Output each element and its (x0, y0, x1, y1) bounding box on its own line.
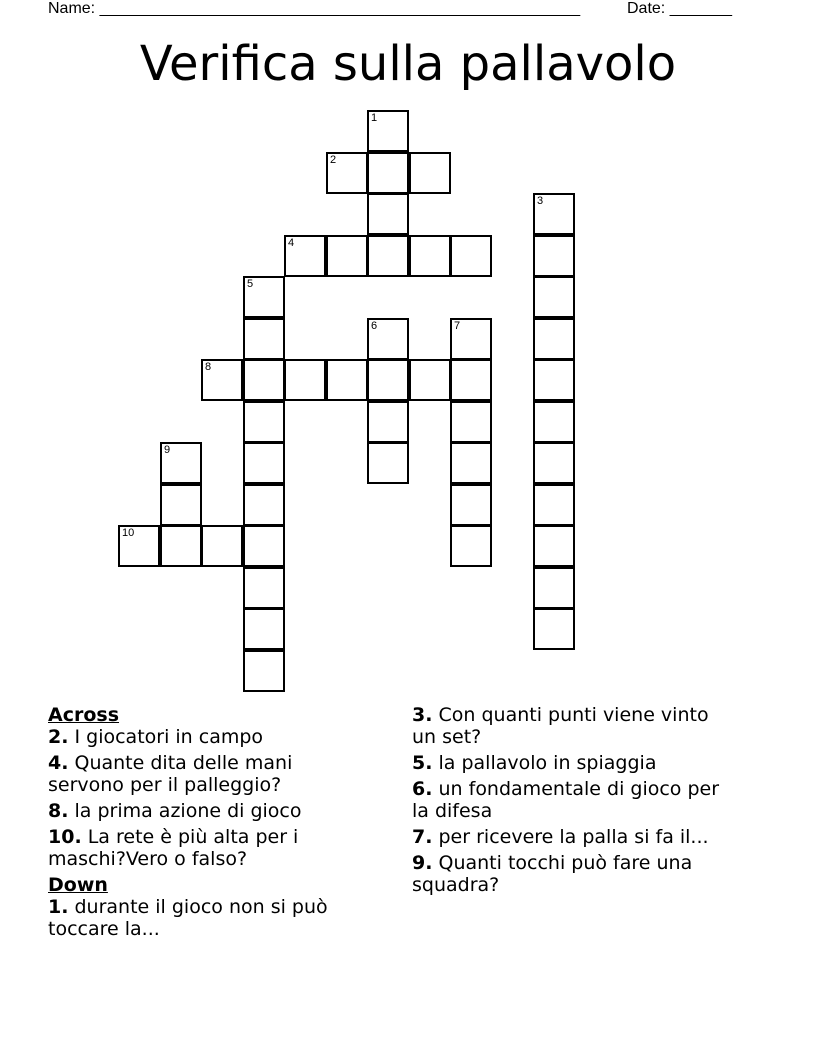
cell-number: 1 (371, 112, 378, 124)
crossword-cell[interactable] (243, 608, 285, 650)
crossword-cell[interactable] (243, 401, 285, 443)
crossword-cell[interactable] (450, 525, 492, 567)
clue-number: 4. (48, 752, 69, 774)
crossword-cell[interactable] (367, 318, 409, 360)
clue-text: per ricevere la palla si fa il... (438, 826, 709, 848)
clues-left-column (48, 704, 368, 944)
cell-number: 6 (371, 320, 378, 332)
crossword-cell[interactable] (367, 401, 409, 443)
cell-number: 10 (122, 527, 135, 539)
crossword-cell[interactable] (326, 235, 368, 277)
crossword-cell[interactable] (243, 359, 285, 401)
clue-number: 2. (48, 726, 69, 748)
across-heading: Across (48, 704, 120, 726)
crossword-cell[interactable] (533, 359, 575, 401)
crossword-cell[interactable] (533, 442, 575, 484)
crossword-cell[interactable] (450, 401, 492, 443)
crossword-cell[interactable] (243, 442, 285, 484)
crossword-cell[interactable] (201, 359, 243, 401)
crossword-cell[interactable] (243, 567, 285, 609)
cell-number: 7 (454, 320, 461, 332)
cell-number: 5 (247, 278, 254, 290)
page-title: Verifica sulla pallavolo (139, 36, 677, 92)
crossword-cell[interactable] (533, 276, 575, 318)
crossword-cell[interactable] (450, 235, 492, 277)
clue-text: I giocatori in campo (74, 726, 264, 748)
crossword-cell[interactable] (243, 276, 285, 318)
clue-across (48, 826, 368, 870)
crossword-cell[interactable] (450, 442, 492, 484)
clue-text: durante il gioco non si può toccare la... (48, 896, 328, 940)
cell-number: 8 (205, 361, 212, 373)
clue-down (412, 752, 732, 774)
crossword-cell[interactable] (533, 193, 575, 235)
clue-text: La rete è più alta per i maschi?Vero o falso? (48, 826, 299, 870)
clue-number: 3. (412, 704, 433, 726)
clue-down (412, 704, 732, 748)
clue-number: 1. (48, 896, 69, 918)
crossword-cell[interactable] (533, 318, 575, 360)
crossword-cell[interactable] (201, 525, 243, 567)
clue-across (48, 726, 368, 748)
crossword-cell[interactable] (533, 401, 575, 443)
clue-text: Quanti tocchi può fare una squadra? (412, 852, 693, 896)
crossword-cell[interactable] (450, 318, 492, 360)
crossword-cell[interactable] (367, 110, 409, 152)
date-field-label: Date: _______ (627, 0, 732, 17)
clue-down (412, 826, 732, 848)
clue-text: Quante dita delle mani servono per il palleggio? (48, 752, 293, 796)
crossword-cell[interactable] (533, 235, 575, 277)
clue-across (48, 752, 368, 796)
clues-right-column (412, 704, 732, 900)
clue-number: 9. (412, 852, 433, 874)
clue-number: 7. (412, 826, 433, 848)
name-field-label: Name: ______________________________________________________ (48, 0, 581, 17)
crossword-cell[interactable] (409, 359, 451, 401)
crossword-cell[interactable] (367, 442, 409, 484)
crossword-cell[interactable] (450, 359, 492, 401)
cell-number: 3 (537, 195, 544, 207)
clue-number: 8. (48, 800, 69, 822)
crossword-cell[interactable] (409, 235, 451, 277)
crossword-cell[interactable] (326, 152, 368, 194)
crossword-cell[interactable] (450, 484, 492, 526)
crossword-cell[interactable] (243, 650, 285, 692)
cell-number: 4 (288, 237, 295, 249)
crossword-cell[interactable] (243, 525, 285, 567)
crossword-cell[interactable] (284, 235, 326, 277)
clue-text: un fondamentale di gioco per la difesa (412, 778, 720, 822)
clue-number: 10. (48, 826, 82, 848)
down-heading: Down (48, 874, 108, 896)
crossword-cell[interactable] (243, 484, 285, 526)
clue-number: 5. (412, 752, 433, 774)
crossword-cell[interactable] (533, 484, 575, 526)
clue-text: la pallavolo in spiaggia (438, 752, 657, 774)
crossword-cell[interactable] (326, 359, 368, 401)
clue-number: 6. (412, 778, 433, 800)
crossword-cell[interactable] (533, 608, 575, 650)
crossword-cell[interactable] (243, 318, 285, 360)
clue-down (412, 852, 732, 896)
crossword-cell[interactable] (409, 152, 451, 194)
crossword-cell[interactable] (367, 193, 409, 235)
crossword-cell[interactable] (160, 525, 202, 567)
crossword-cell[interactable] (367, 235, 409, 277)
crossword-cell[interactable] (533, 525, 575, 567)
clue-down (412, 778, 732, 822)
clue-text: Con quanti punti viene vinto un set? (412, 704, 709, 748)
clue-down (48, 896, 368, 940)
crossword-cell[interactable] (284, 359, 326, 401)
clue-text: la prima azione di gioco (74, 800, 302, 822)
crossword-cell[interactable] (160, 442, 202, 484)
crossword-cell[interactable] (367, 152, 409, 194)
crossword-cell[interactable] (160, 484, 202, 526)
crossword-cell[interactable] (118, 525, 160, 567)
crossword-cell[interactable] (533, 567, 575, 609)
crossword-cell[interactable] (367, 359, 409, 401)
cell-number: 9 (164, 444, 171, 456)
clue-across (48, 800, 368, 822)
cell-number: 2 (330, 154, 337, 166)
